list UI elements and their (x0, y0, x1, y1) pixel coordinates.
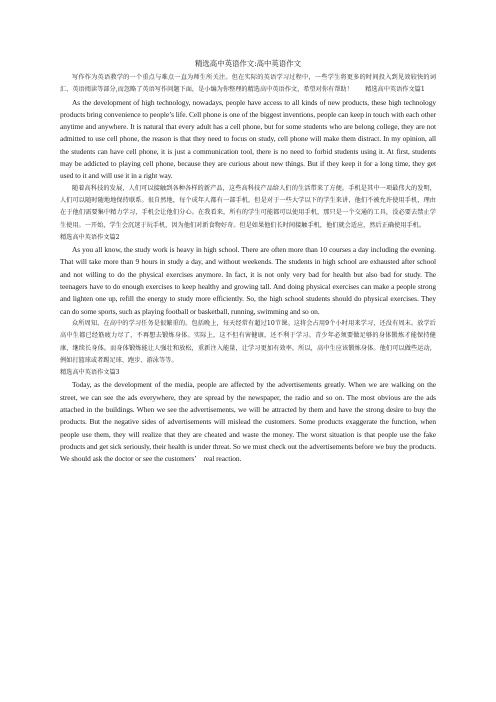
essay-2-chinese: 众所周知，在高中的学习任务是很繁重的。包括晚上，每天经常有超过10节课。这将会占用9个小时用来学习，还没有周末。放学后高中生都已经筋疲力尽了，不再想去锻炼身体。实际上，这不但有害健康，还不利于学习。青少年必须要做足够的身体锻炼才能保持健康，继续长身体。而身体锻炼能让人强壮和放松，重新注入能量，让学习更加有效率。所以，高中生应该锻炼身体。他们可以做些运动，例如打篮球或者踢足球、跑步、游泳等等。 (60, 319, 436, 364)
essay-2-heading: 精选高中英语作文篇2 (60, 233, 120, 241)
essay-1-english: As the development of high technology, nowadays, people have access to all kinds of new products, these high technology products bring convenience to people’s life. Cell phone is one of the biggest inventions, people can keep in touch with each other anytime and anywhere. It is natural that every adult has a cell phone, but for some students who are belong college, they are not admitted to use cell phone, the reason is that they need to focus on study, cell phone will make them distract. In my opinion, all the students can have cell phone, it is just a communication tool, there is no need to forbid students using it. At first, students may be addicted to playing cell phone, because they are curious about new things. But if they keep it for a long time, they get used to it and will use it in a right way. (60, 97, 436, 181)
intro-paragraph: 写作作为英语教学的一个重点与难点一直为师生所关注。但在实际的英语学习过程中，一些学生将更多的时间投入到见效较快的词汇、英语阅读等部分,而忽略了英语写作问题下面，是小编为你整理的精选高中英语作文，希望对你有帮助！ 精选高中英语作文篇1 (60, 74, 436, 94)
essay-2-english: As you all know, the study work is heavy in high school. There are often more than 10 courses a day including the evening. That will take more than 9 hours in study a day, and without weekends. The students in high school are exhausted after school and not willing to do the physical exercises anymore. In fact, it is not only very bad for health but also bad for study. The teenagers have to do enough exercises to keep healthy and growing tall. And doing physical exercises can make a people strong and lighten one up, refill the energy to study more efficiently. So, the high school students should do physical exercises. They can do some sports, such as playing football or basketball, running, swimming and so on. (60, 245, 436, 316)
document-title: 精选高中英语作文:高中英语作文 (195, 59, 301, 68)
essay-3-english: Today, as the development of the media, people are affected by the advertisements greatly. When we are walking on the street, we can see the ads everywhere, they are spread by the newspaper, the radio and so on. The most obvious are the ads attached in the buildings. When we see the advertisements, we will be attracted by them and have the strong desire to buy the products. But the negative sides of advertisements will mislead the customers. Some products exaggerate the function, when people use them, they will realize that they are cheated and waste the money. The worst situation is that people use the fake products and get sick seriously, their health is under threat. So we must check out the advertisements before we buy the products. We should ask the doctor or see the customers’ real reaction. (60, 380, 436, 464)
essay-3-heading: 精选高中英语作文篇3 (60, 369, 120, 377)
document-body (60, 72, 436, 466)
essay-1-chinese: 随着高科技的发展，人们可以接触到各种各样的新产品，这些高科技产品给人们的生活带来了方便。手机是其中一项最伟大的发明，人们可以随时随地地保持联系。很自然地，每个成年人都有一部手机，但是对于一些大学以下的学生来讲，他们不被允许使用手机，理由在于他们需要集中精力学习，手机会让他们分心。在我看来，所有的学生可能都可以使用手机，那只是一个交通的工具，没必要去禁止学生使用。一开始，学生会沉迷于玩手机，因为他们对新食物好奇。但是如果他们长时间接触手机，他们就会适应，然后正确使用手机。 (60, 184, 436, 229)
